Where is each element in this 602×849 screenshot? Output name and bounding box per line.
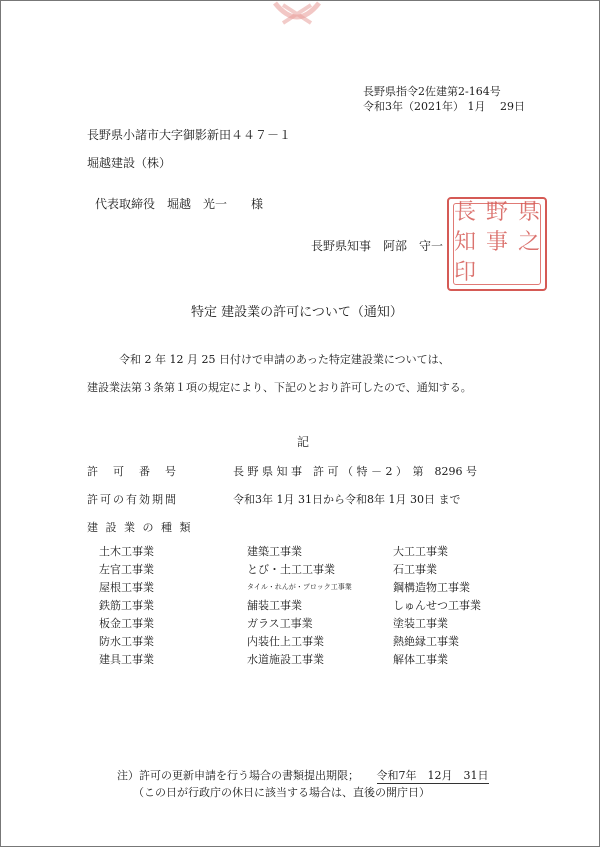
recipient-company: 堀越建設（株） [87, 156, 172, 170]
list-item [99, 578, 519, 596]
business-type: 大工工事業 [393, 545, 448, 558]
stamp-mark-icon [269, 1, 325, 31]
business-types-list [99, 542, 519, 668]
list-item [99, 650, 519, 668]
list-item [99, 614, 519, 632]
business-type: タイル・れんが・ブロック工事業 [247, 583, 352, 591]
ki-heading: 記 [297, 435, 310, 449]
list-item [99, 560, 519, 578]
list-item [99, 632, 519, 650]
business-type: とび・土工工事業 [247, 563, 335, 576]
business-type: 舗装工事業 [247, 599, 302, 612]
business-type: 水道施設工事業 [247, 653, 324, 666]
reference-number: 長野県指令2佐建第2-164号 [363, 85, 501, 98]
body-line-2: 建設業法第３条第１項の規定により、下記のとおり許可したので、通知する。 [87, 381, 472, 394]
note-text: 注）許可の更新申請を行う場合の書類提出期限； [117, 769, 359, 782]
business-type: 石工事業 [393, 563, 437, 576]
recipient-representative: 代表取締役 堀越 光一 様 [95, 197, 264, 211]
business-type: 鉄筋工事業 [99, 599, 154, 612]
business-type: 熱絶縁工事業 [393, 635, 459, 648]
body-line-1: 令和 2 年 12 月 25 日付けで申請のあった特定建設業については、 [119, 353, 450, 366]
business-type: 防水工事業 [99, 635, 154, 648]
business-type: 塗装工事業 [393, 617, 448, 630]
business-type: 屋根工事業 [99, 581, 154, 594]
seal-char: 印 [453, 260, 476, 285]
business-type: 内装仕上工事業 [247, 635, 324, 648]
business-type: 建築工事業 [247, 545, 302, 558]
seal-char [481, 259, 513, 289]
validity-label: 許可の有効期間 [87, 493, 178, 506]
business-type: ガラス工事業 [247, 617, 313, 630]
permit-number-label: 許 可 番 号 [87, 465, 178, 478]
business-type: しゅんせつ工事業 [393, 599, 481, 612]
list-item [99, 596, 519, 614]
document-title: 特定 建設業の許可について（通知） [191, 305, 403, 320]
list-item [99, 542, 519, 560]
seal-char: 知 [453, 230, 476, 255]
seal-char [513, 259, 545, 289]
issue-date: 令和3年（2021年） 1月 29日 [363, 100, 525, 113]
business-type: 板金工事業 [99, 617, 154, 630]
business-type-label: 建 設 業 の 種 類 [87, 521, 193, 534]
validity-value: 令和3年 1月 31日から令和8年 1月 30日 まで [233, 493, 461, 506]
seal-char: 長 [453, 200, 476, 225]
sender-name: 長野県知事 阿部 守一 [311, 239, 444, 253]
seal-char: 事 [485, 230, 508, 255]
note-line-1 [117, 767, 489, 783]
seal-char: 県 [517, 200, 540, 225]
business-type: 鋼構造物工事業 [393, 581, 470, 594]
seal-char: 之 [517, 230, 540, 255]
business-type: 左官工事業 [99, 563, 154, 576]
seal-char: 野 [485, 200, 508, 225]
renewal-deadline: 令和7年 12月 31日 [376, 769, 489, 782]
business-type: 建具工事業 [99, 653, 154, 666]
business-type: 土木工事業 [99, 545, 154, 558]
official-seal [447, 197, 547, 291]
recipient-address: 長野県小諸市大字御影新田４４７－１ [87, 128, 292, 142]
note-line-2: （この日が行政庁の休日に該当する場合は、直後の開庁日） [133, 786, 430, 799]
permit-number-value: 長 野 県 知 事 許 可 （ 特 － 2 ） 第 8296 号 [233, 465, 477, 478]
business-type: 解体工事業 [393, 653, 448, 666]
